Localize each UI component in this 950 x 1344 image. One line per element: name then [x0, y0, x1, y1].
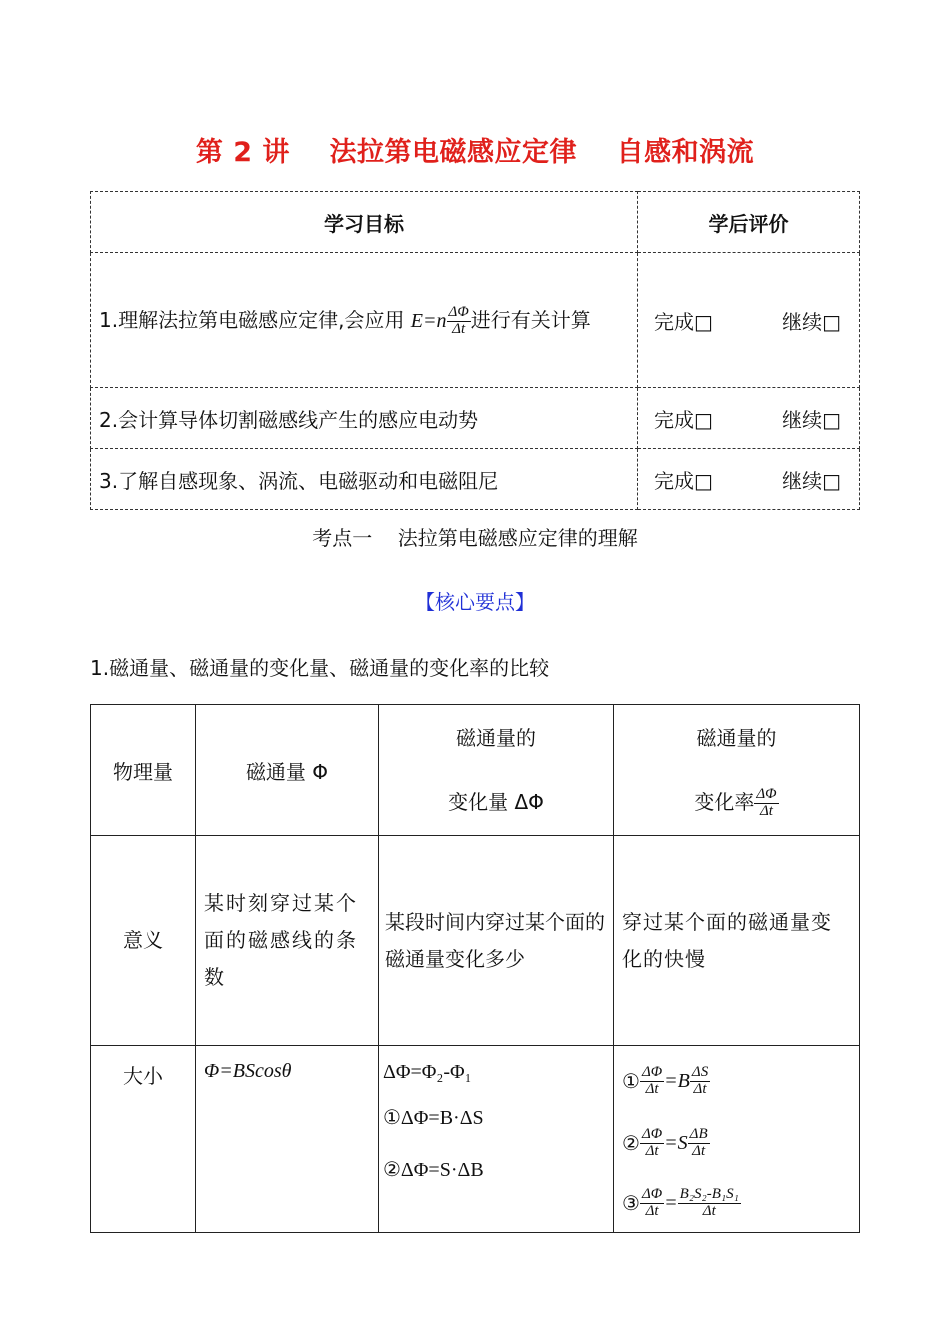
fraction-denominator: Δt	[452, 320, 466, 337]
magnitude-flux-change	[379, 1046, 614, 1233]
done-checkbox[interactable]: 完成□	[654, 407, 713, 432]
table-row	[91, 388, 860, 449]
meaning-flux-change: 某段时间内穿过某个面的磁通量变化多少	[379, 836, 614, 1046]
header-flux-change-line2: 变化量 ΔΦ	[448, 790, 544, 814]
flux-change-formula: ΔΦ=Φ₂-Φ₁	[383, 1061, 472, 1083]
fraction-numerator: ΔS	[691, 1063, 709, 1080]
rate-formula-3	[622, 1174, 851, 1232]
formula-equals: =B	[664, 1069, 690, 1092]
rate-fraction	[754, 787, 778, 820]
fraction-denominator: Δt	[702, 1202, 716, 1219]
fraction-numerator: ΔΦ	[641, 1063, 663, 1080]
header-flux: 磁通量 Φ	[196, 705, 379, 836]
table-row	[91, 449, 860, 510]
formula-e: E=n	[410, 309, 447, 332]
row-label-meaning: 意义	[91, 836, 196, 1046]
formula-fraction	[447, 305, 471, 338]
eval-cell	[638, 449, 860, 510]
section-heading: 考点一 法拉第电磁感应定律的理解	[312, 526, 638, 550]
flux-change-formula-1: ①ΔΦ=B·ΔS	[383, 1107, 484, 1129]
header-quantity: 物理量	[91, 705, 196, 836]
eval-cell	[638, 253, 860, 388]
goal-text	[91, 253, 638, 388]
table-header-row	[91, 705, 860, 836]
header-flux-change-line1: 磁通量的	[456, 726, 536, 750]
circled-number: ①	[622, 1070, 640, 1093]
fraction-denominator: Δt	[760, 803, 773, 819]
header-flux-rate	[614, 705, 860, 836]
continue-checkbox[interactable]: 继续□	[782, 468, 841, 493]
fraction-numerator: ΔΦ	[641, 1125, 663, 1142]
meaning-flux: 某时刻穿过某个面的磁感线的条数	[196, 836, 379, 1046]
fraction-denominator: Δt	[645, 1202, 659, 1219]
table-row	[91, 836, 860, 1046]
magnitude-flux-rate	[614, 1046, 860, 1233]
table-header-row	[91, 192, 860, 253]
flux-change-formula-2: ②ΔΦ=S·ΔB	[383, 1159, 484, 1181]
fraction-numerator: ΔΦ	[641, 1185, 663, 1202]
formula-equals: =	[664, 1191, 678, 1214]
rate-formula-1	[622, 1050, 851, 1112]
circled-number: ②	[622, 1132, 640, 1155]
header-flux-rate-line2	[615, 770, 858, 834]
table-row	[91, 1046, 860, 1233]
fraction-denominator: Δt	[645, 1142, 659, 1159]
goal-header: 学习目标	[91, 192, 638, 253]
goal-text: 3.了解自感现象、涡流、电磁驱动和电磁阻尼	[91, 449, 638, 510]
goal-text-pre: 1.理解法拉第电磁感应定律,会应用	[99, 307, 411, 332]
row-label-magnitude: 大小	[91, 1046, 196, 1233]
fraction-denominator: Δt	[692, 1142, 706, 1159]
point-1-text: 1.磁通量、磁通量的变化量、磁通量的变化率的比较	[90, 656, 550, 680]
meaning-flux-rate: 穿过某个面的磁通量变化的快慢	[614, 836, 860, 1046]
fraction-denominator: Δt	[693, 1080, 707, 1097]
rate-formula-2	[622, 1112, 851, 1174]
header-flux-rate-label: 变化率	[694, 790, 755, 814]
eval-header: 学后评价	[638, 192, 860, 253]
fraction-denominator: Δt	[645, 1080, 659, 1097]
continue-checkbox[interactable]: 继续□	[782, 309, 841, 334]
comparison-table	[90, 704, 860, 1233]
magnitude-flux: Φ=BScosθ	[196, 1046, 379, 1233]
table-row	[91, 253, 860, 388]
learning-goals-table	[90, 191, 860, 510]
goal-text-post: 进行有关计算	[470, 307, 591, 332]
core-points-heading: 【核心要点】	[415, 590, 535, 614]
page-title: 第 2 讲 法拉第电磁感应定律 自感和涡流	[195, 137, 755, 168]
eval-cell	[638, 388, 860, 449]
header-flux-rate-line1: 磁通量的	[696, 726, 777, 750]
fraction-numerator: ΔΦ	[448, 303, 469, 320]
header-flux-change	[379, 705, 614, 836]
fraction-numerator: B₂S₂-B₁S₁	[679, 1185, 739, 1202]
continue-checkbox[interactable]: 继续□	[782, 407, 841, 432]
fraction-numerator: ΔΦ	[756, 786, 777, 803]
circled-number: ③	[622, 1192, 640, 1215]
done-checkbox[interactable]: 完成□	[654, 468, 713, 493]
goal-text: 2.会计算导体切割磁感线产生的感应电动势	[91, 388, 638, 449]
fraction-numerator: ΔB	[689, 1125, 708, 1142]
done-checkbox[interactable]: 完成□	[654, 309, 713, 334]
formula-equals: =S	[664, 1131, 688, 1154]
